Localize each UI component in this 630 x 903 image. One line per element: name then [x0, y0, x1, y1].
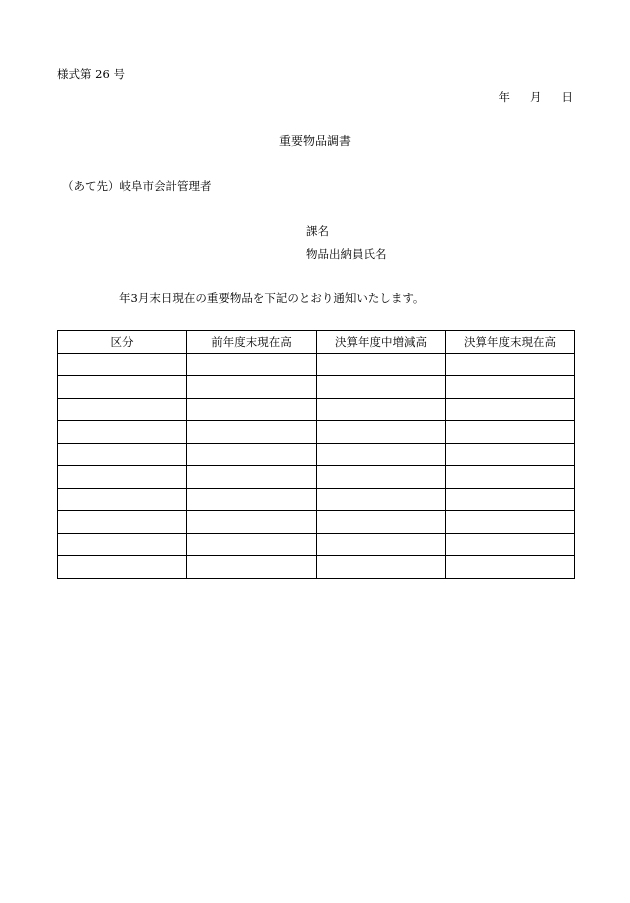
table-row: [58, 398, 575, 421]
table-cell[interactable]: [58, 511, 187, 534]
table-cell[interactable]: [317, 488, 446, 511]
table-cell[interactable]: [446, 466, 575, 489]
table-row: [58, 488, 575, 511]
table-cell[interactable]: [187, 398, 317, 421]
table-cell[interactable]: [58, 488, 187, 511]
header-category: 区分: [58, 331, 187, 354]
table-cell[interactable]: [446, 421, 575, 444]
table-cell[interactable]: [317, 533, 446, 556]
table-cell[interactable]: [317, 398, 446, 421]
table-cell[interactable]: [446, 488, 575, 511]
table-cell[interactable]: [58, 421, 187, 444]
table-cell[interactable]: [446, 511, 575, 534]
table-cell[interactable]: [187, 443, 317, 466]
form-number: 様式第 26 号: [57, 67, 125, 81]
important-goods-table: [57, 330, 575, 579]
notice-text: 年3月末日現在の重要物品を下記のとおり通知いたします。: [119, 291, 425, 305]
table-row: [58, 421, 575, 444]
table-row: [58, 511, 575, 534]
addressee: （あて先）岐阜市会計管理者: [62, 179, 212, 193]
table-row: [58, 556, 575, 579]
table-cell[interactable]: [317, 466, 446, 489]
table-header-row: [58, 331, 575, 354]
table-cell[interactable]: [187, 533, 317, 556]
table-cell[interactable]: [187, 376, 317, 399]
table-cell[interactable]: [58, 533, 187, 556]
document-title: 重要物品調書: [278, 134, 351, 148]
table-cell[interactable]: [58, 398, 187, 421]
table-cell[interactable]: [187, 353, 317, 376]
table-cell[interactable]: [187, 556, 317, 579]
date-year-label: 年: [498, 90, 510, 104]
table-cell[interactable]: [317, 353, 446, 376]
table-cell[interactable]: [446, 398, 575, 421]
table-cell[interactable]: [446, 353, 575, 376]
table-row: [58, 443, 575, 466]
table-cell[interactable]: [317, 511, 446, 534]
table-row: [58, 353, 575, 376]
table-cell[interactable]: [317, 376, 446, 399]
table-body: [58, 353, 575, 578]
date-line: [499, 90, 574, 104]
table-row: [58, 376, 575, 399]
header-previous-year-end: 前年度末現在高: [187, 331, 317, 354]
table-cell[interactable]: [317, 556, 446, 579]
table-row: [58, 533, 575, 556]
table-cell[interactable]: [446, 376, 575, 399]
table-cell[interactable]: [187, 511, 317, 534]
header-year-end: 決算年度末現在高: [446, 331, 575, 354]
date-day-label: 日: [561, 90, 573, 104]
table-cell[interactable]: [58, 353, 187, 376]
table-row: [58, 466, 575, 489]
table-cell[interactable]: [446, 533, 575, 556]
officer-name-label: 物品出納員氏名: [306, 247, 387, 261]
section-name-label: 課名: [306, 224, 329, 238]
header-change-during-year: 決算年度中増減高: [317, 331, 446, 354]
table-cell[interactable]: [446, 556, 575, 579]
table-cell[interactable]: [58, 443, 187, 466]
table-cell[interactable]: [187, 421, 317, 444]
table-cell[interactable]: [58, 466, 187, 489]
table-cell[interactable]: [446, 443, 575, 466]
table-cell[interactable]: [317, 443, 446, 466]
table-cell[interactable]: [187, 466, 317, 489]
date-month-label: 月: [530, 90, 542, 104]
table-cell[interactable]: [58, 556, 187, 579]
table-cell[interactable]: [187, 488, 317, 511]
table-cell[interactable]: [58, 376, 187, 399]
table-cell[interactable]: [317, 421, 446, 444]
